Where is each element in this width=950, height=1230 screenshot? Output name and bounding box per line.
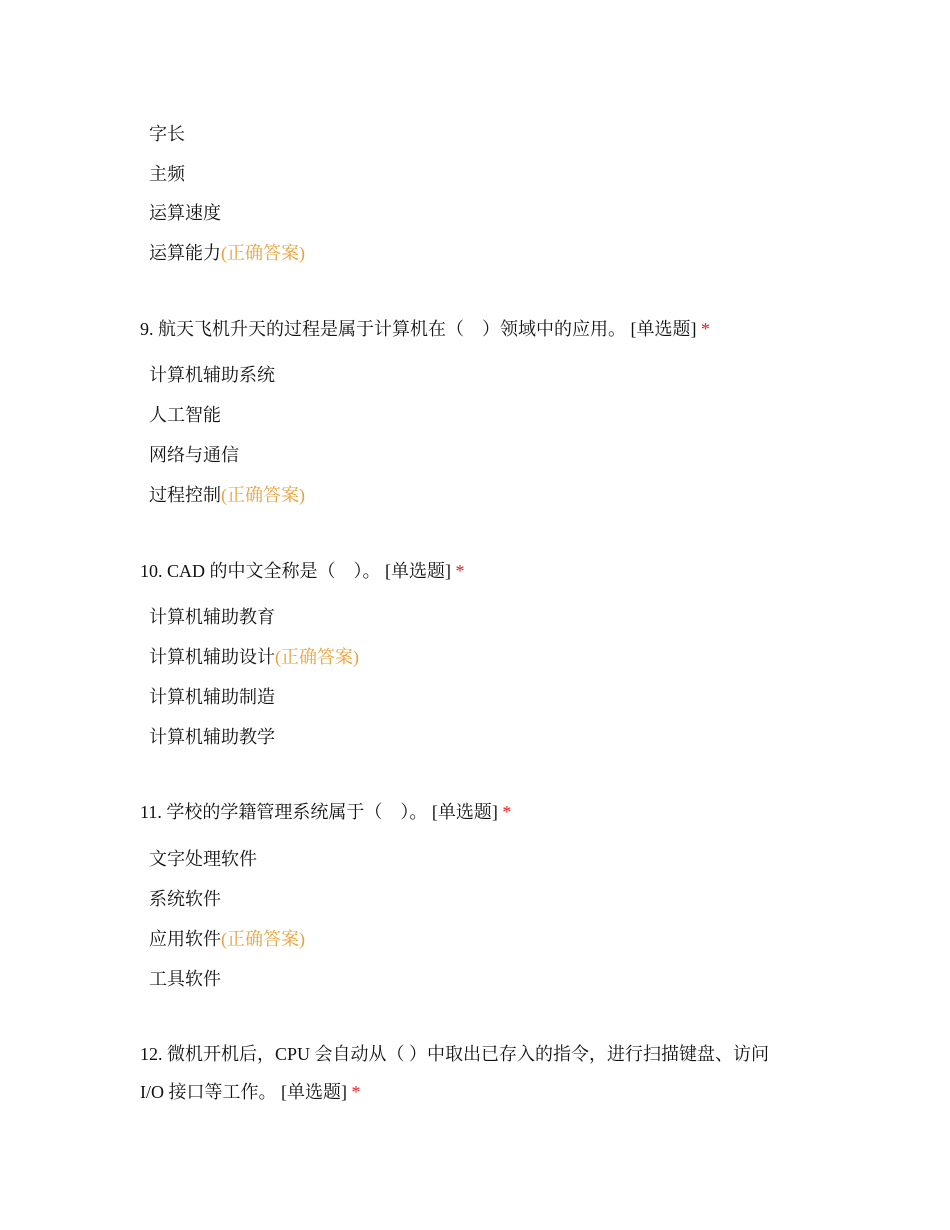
question-10: [140, 552, 810, 590]
required-mark: *: [701, 319, 710, 339]
question-12-text-line-2: I/O 接口等工作。 [单选题]: [140, 1082, 347, 1102]
q8-option-3: 运算速度: [149, 203, 221, 223]
q8-option-4: 运算能力(正确答案): [149, 243, 305, 263]
q9-option-1: 计算机辅助系统: [149, 365, 275, 385]
correct-answer-tag: (正确答案): [221, 485, 305, 505]
q11-option-1: 文字处理软件: [149, 849, 257, 869]
required-mark: *: [455, 561, 465, 581]
q8-option-2: 主频: [149, 164, 185, 184]
correct-answer-tag: (正确答案): [275, 647, 359, 667]
q11-option-4: 工具软件: [149, 969, 221, 989]
q10-option-2: 计算机辅助设计(正确答案): [149, 647, 359, 667]
question-12-text-line-1: 12. 微机开机后，CPU 会自动从（ ）中取出已存入的指令，进行扫描键盘、访问: [140, 1044, 770, 1064]
q9-option-4: 过程控制(正确答案): [149, 485, 305, 505]
question-10-text: 10. CAD 的中文全称是（ ）。 [单选题]: [140, 561, 451, 581]
q8-option-1: 字长: [149, 124, 185, 144]
q10-option-4: 计算机辅助教学: [149, 727, 275, 747]
q10-option-3: 计算机辅助制造: [149, 687, 275, 707]
q11-option-2: 系统软件: [149, 889, 221, 909]
question-9-text: 9. 航天飞机升天的过程是属于计算机在（ ）领域中的应用。 [单选题]: [140, 319, 697, 339]
question-9: [140, 310, 810, 348]
question-11: [140, 793, 810, 831]
q9-option-2: 人工智能: [149, 405, 221, 425]
correct-answer-tag: (正确答案): [221, 243, 305, 263]
correct-answer-tag: (正确答案): [221, 929, 305, 949]
required-mark: *: [351, 1082, 361, 1102]
question-12: [140, 1035, 810, 1111]
required-mark: *: [502, 802, 512, 822]
question-11-text: 11. 学校的学籍管理系统属于（ ）。 [单选题]: [140, 802, 498, 822]
q11-option-3: 应用软件(正确答案): [149, 929, 305, 949]
q9-option-3: 网络与通信: [149, 445, 239, 465]
q10-option-1: 计算机辅助教育: [149, 607, 275, 627]
